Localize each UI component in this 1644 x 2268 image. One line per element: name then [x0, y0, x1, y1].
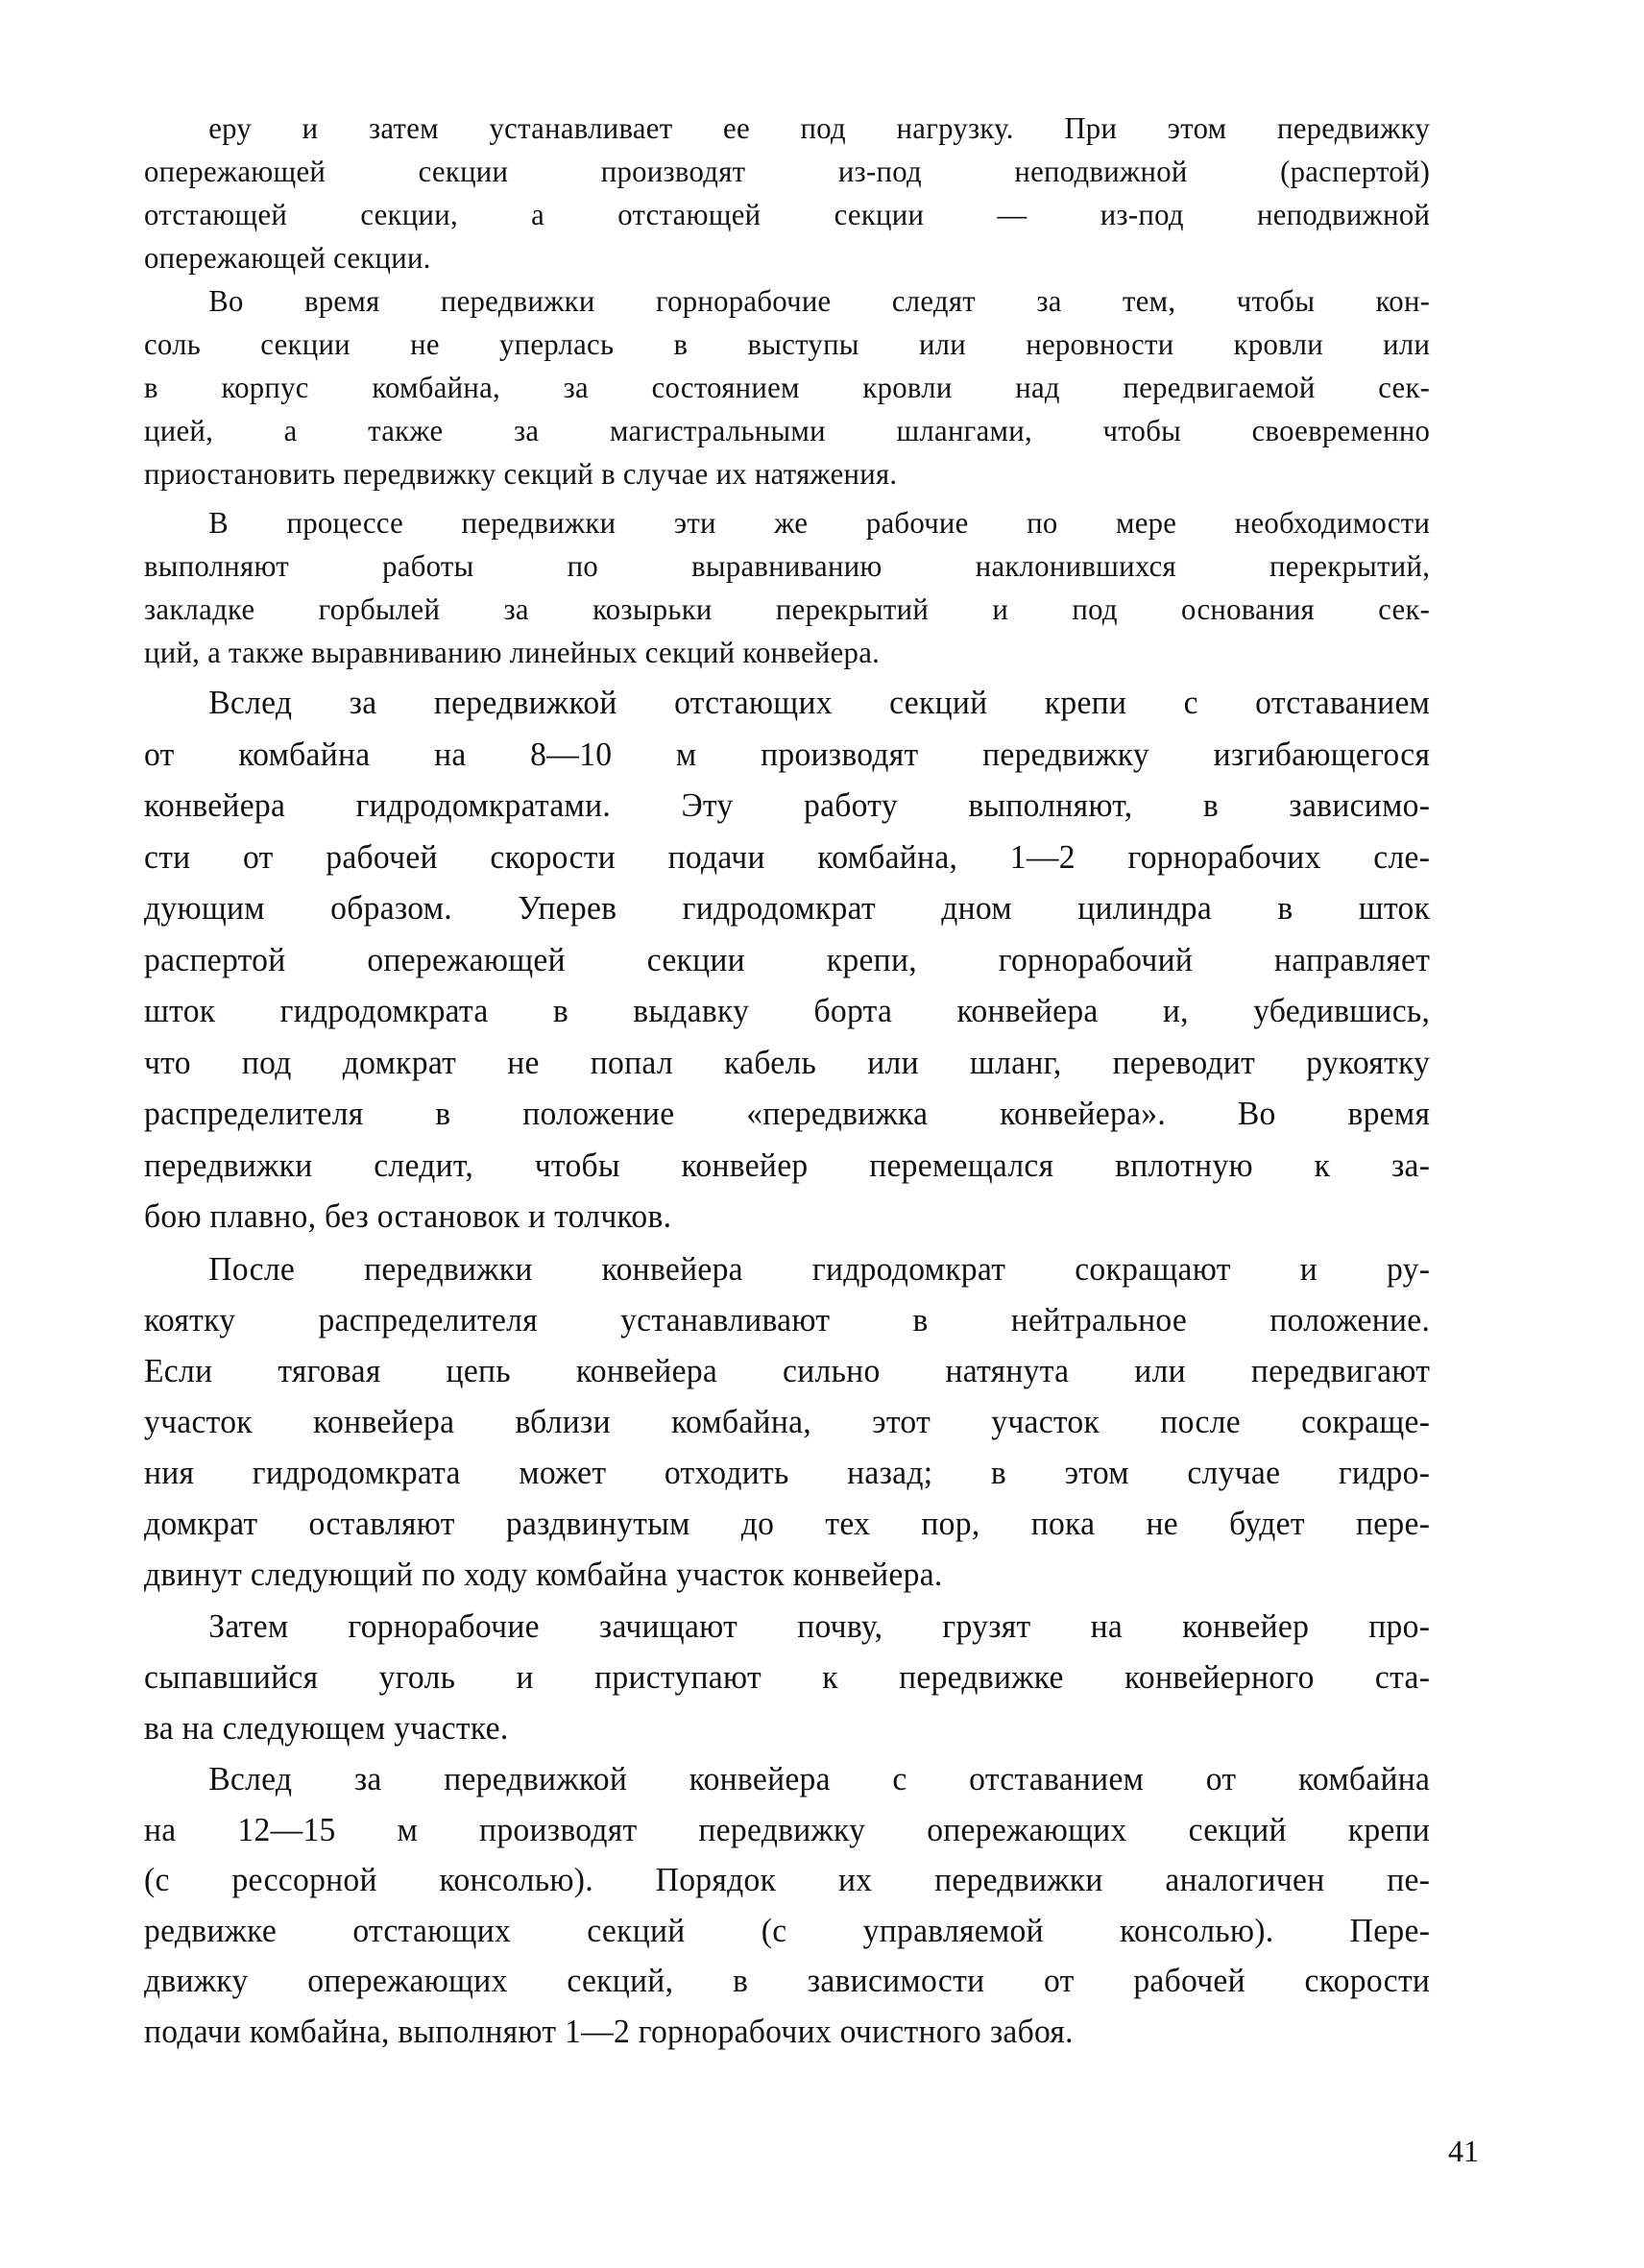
text-line: участок конвейера вблизи комбайна, этот участок после сокраще-	[144, 1403, 1431, 1440]
text-line: опережающей секции.	[144, 240, 431, 275]
text-line: После передвижки конвейера гидродомкрат сокращают и ру-	[208, 1250, 1431, 1288]
text-line: Затем горнорабочие зачищают почву, грузят на конвейер про-	[208, 1607, 1431, 1645]
text-line: бою плавно, без остановок и толчков.	[144, 1197, 672, 1235]
text-line: опережающей секции производят из-под неподвижной (распертой)	[144, 154, 1431, 188]
text-line: Если тяговая цепь конвейера сильно натянута или передвигают	[144, 1352, 1431, 1389]
text-line: редвижке отстающих секций (с управляемой консолью). Пере-	[144, 1911, 1431, 1949]
text-line: в корпус комбайна, за состоянием кровли над передвигаемой сек-	[144, 370, 1431, 404]
text-line: выполняют работы по выравниванию наклонившихся перекрытий,	[144, 548, 1431, 583]
text-line: Вслед за передвижкой отстающих секций крепи с отставанием	[208, 684, 1431, 721]
page-number: 41	[1448, 2134, 1479, 2168]
text-line: коятку распределителя устанавливают в нейтральное положение.	[144, 1301, 1431, 1339]
text-line: распертой опережающей секции крепи, горнорабочий направляет	[144, 940, 1431, 978]
text-line: шток гидродомкрата в выдавку борта конвейера и, убедившись,	[144, 992, 1431, 1029]
text-line: приостановить передвижку секций в случае их натяжения.	[144, 456, 898, 491]
text-line: ва на следующем участке.	[144, 1709, 509, 1747]
text-line: (с рессорной консолью). Порядок их передвижки аналогичен пе-	[144, 1861, 1431, 1898]
text-line: В процессе передвижки эти же рабочие по мере необходимости	[208, 505, 1431, 540]
text-line: Вслед за передвижкой конвейера с отставанием от комбайна	[208, 1760, 1431, 1798]
text-line: движку опережающих секций, в зависимости от рабочей скорости	[144, 1962, 1431, 1999]
text-line: закладке горбылей за козырьки перекрытий и под основания сек-	[144, 591, 1431, 626]
text-line: цией, а также за магистральными шлангами, чтобы своевременно	[144, 413, 1431, 447]
text-line: на 12—15 м производят передвижку опережающих секций крепи	[144, 1810, 1431, 1848]
text-line: от комбайна на 8—10 м производят передвижку изгибающегося	[144, 735, 1431, 773]
text-line: двинут следующий по ходу комбайна участок конвейера.	[144, 1556, 943, 1593]
text-line: домкрат оставляют раздвинутым до тех пор, пока не будет пере-	[144, 1505, 1431, 1542]
text-line: еру и затем устанавливает ее под нагрузку. При этом передвижку	[208, 110, 1431, 145]
text-line: сти от рабочей скорости подачи комбайна, 1—2 горнорабочих сле-	[144, 837, 1431, 876]
text-line: дующим образом. Уперев гидродомкрат дном цилиндра в шток	[144, 889, 1431, 927]
text-line: распределителя в положение «передвижка конвейера». Во время	[144, 1095, 1431, 1132]
text-line: сыпавшийся уголь и приступают к передвижке конвейерного ста-	[144, 1658, 1431, 1696]
text-line: отстающей секции, а отстающей секции — из-под неподвижной	[144, 197, 1431, 231]
text-line: Во время передвижки горнорабочие следят за тем, чтобы кон-	[208, 283, 1431, 318]
text-line: подачи комбайна, выполняют 1—2 горнорабочих очистного забоя.	[144, 2012, 1074, 2050]
text-line: что под домкрат не попал кабель или шланг, переводит рукоятку	[144, 1043, 1431, 1081]
text-line: передвижки следит, чтобы конвейер перемещался вплотную к за-	[144, 1146, 1431, 1184]
text-line: соль секции не уперлась в выступы или неровности кровли или	[144, 326, 1431, 361]
text-line: ций, а также выравниванию линейных секций конвейера.	[144, 635, 881, 669]
text-line: конвейера гидродомкратами. Эту работу выполняют, в зависимо-	[144, 786, 1431, 824]
text-line: ния гидродомкрата может отходить назад; в этом случае гидро-	[144, 1454, 1431, 1491]
